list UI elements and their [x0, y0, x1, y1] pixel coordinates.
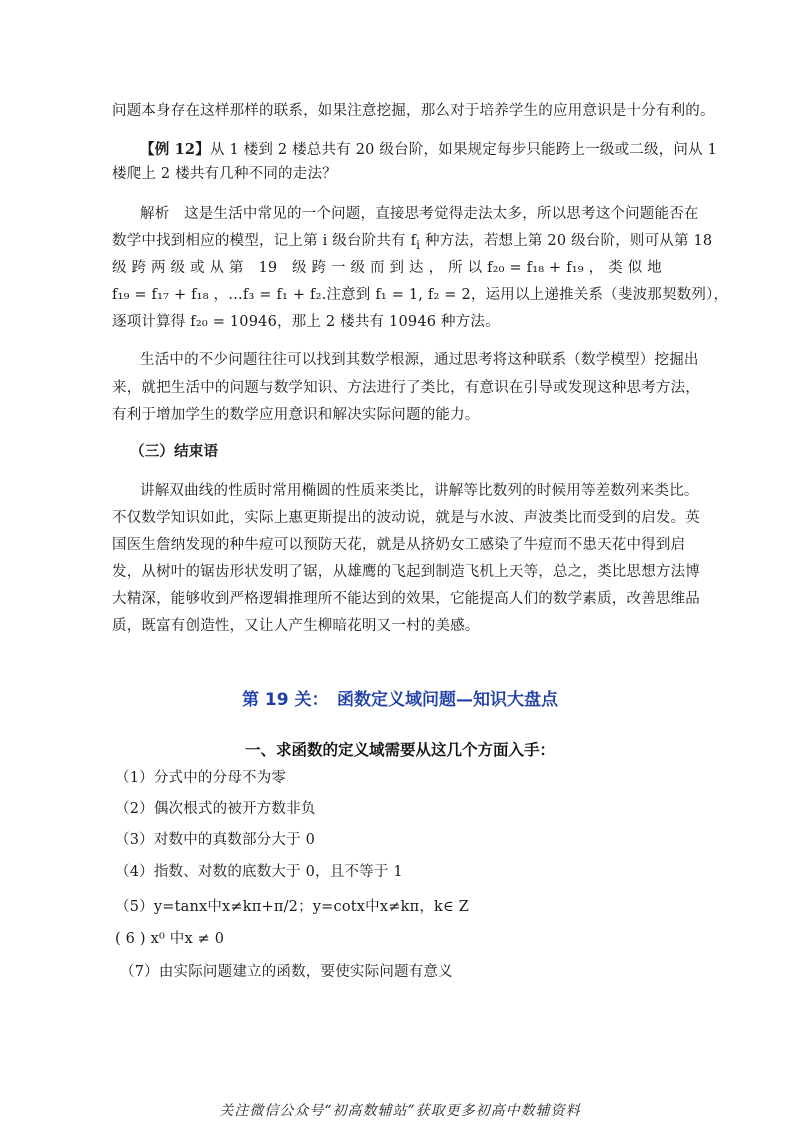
list-item: （4）指数、对数的底数大于 0，且不等于 1 — [115, 864, 403, 880]
paragraph-2-line-2: 来，就把生活中的问题与数学知识、方法进行了类比，有意识在引导或发现这种思考方法， — [112, 380, 700, 396]
paragraph-2-line-3: 有利于增加学生的数学应用意识和解决实际问题的能力。 — [112, 407, 480, 423]
list-item: （7）由实际问题建立的函数，要使实际问题有意义 — [120, 964, 453, 980]
footer-note: 关注微信公众号“初高数辅站”获取更多初高中数辅资料 — [219, 1103, 581, 1119]
sub-title: 一、求函数的定义域需要从这几个方面入手： — [244, 741, 555, 759]
paragraph-3-line-2: 不仅数学知识如此，实际上惠更斯提出的波动说，就是与水波、声波类比而受到的启发。英 — [112, 510, 700, 526]
conclusion-heading: （三）结束语 — [130, 444, 219, 460]
list-item: ( 6 ) x⁰ 中x ≠ 0 — [115, 931, 225, 947]
list-item: （3）对数中的真数部分大于 0 — [115, 832, 316, 848]
solution-line-5: 逐项计算得 f₂₀ = 10946，那上 2 楼共有 10946 种方法。 — [112, 314, 500, 330]
example-line-2: 楼爬上 2 楼共有几种不同的走法？ — [112, 166, 337, 182]
list-item: （1）分式中的分母不为零 — [115, 770, 287, 786]
section-title: 第 19 关： 函数定义域问题—知识大盘点 — [242, 690, 558, 710]
example-text-1: 从 1 楼到 2 楼总共有 20 级台阶，如果规定每步只能跨上一级或二级，问从 1 — [209, 142, 718, 158]
solution-line-3: 级 跨 两 级 或 从 第 19 级 跨 一 级 而 到 达 ， 所 以 f₂₀ = f₁₈ + f₁₉ ， 类 似 地 — [112, 260, 662, 276]
solution-line-2 — [112, 231, 713, 255]
example-tag: 【例 12】 — [140, 141, 210, 158]
solution-line-2-text: 数学中找到相应的模型，记上第 i 级台阶共有 f — [112, 233, 417, 249]
paragraph-3-line-5: 大精深，能够收到严格逻辑推理所不能达到的效果，它能提高人们的数学素质，改善思维品 — [112, 591, 700, 607]
solution-line-1: 解析 这是生活中常见的一个问题，直接思考觉得走法太多，所以思考这个问题能否在 — [140, 206, 699, 222]
paragraph-2-line-1: 生活中的不少问题往往可以找到其数学根源，通过思考将这种联系（数学模型）挖掘出 — [140, 352, 699, 368]
list-item: （2）偶次根式的被开方数非负 — [115, 801, 316, 817]
solution-line-2-sub: i — [416, 237, 421, 252]
paragraph-3-line-4: 发，从树叶的锯齿形状发明了锯，从雄鹰的飞起到制造飞机上天等，总之，类比思想方法博 — [112, 564, 700, 580]
paragraph-intro-end: 问题本身存在这样那样的联系，如果注意挖掘，那么对于培养学生的应用意识是十分有利的。 — [112, 103, 715, 119]
paragraph-3-line-3: 国医生詹纳发现的种牛痘可以预防天花，就是从挤奶女工感染了牛痘而不患天花中得到启 — [112, 537, 686, 553]
paragraph-3-line-1: 讲解双曲线的性质时常用椭圆的性质来类比，讲解等比数列的时候用等差数列来类比。 — [140, 483, 699, 499]
solution-line-2-end: 种方法，若想上第 20 级台阶，则可从第 18 — [420, 233, 713, 249]
paragraph-3-line-6: 质，既富有创造性，又让人产生柳暗花明又一村的美感。 — [112, 618, 480, 634]
example-line-1 — [140, 140, 720, 160]
list-item: （5）y=tanx中x≠kπ+π/2；y=cotx中x≠kπ，k∈ Z — [115, 899, 470, 915]
solution-line-4: f₁₉ = f₁₇ + f₁₈ ，…f₃ = f₁ + f₂.注意到 f₁ = 1, f₂ = 2，运用以上递推关系（斐波那契数列）， — [112, 287, 729, 303]
